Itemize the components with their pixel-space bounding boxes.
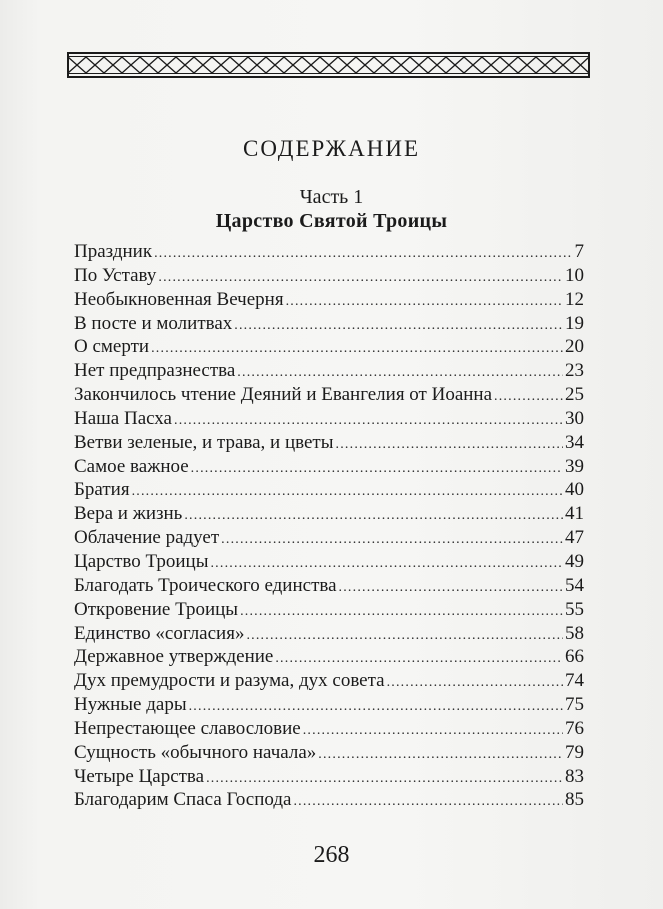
toc-entry-page: 47 [565, 527, 584, 549]
toc-entry-title: Вера и жизнь [74, 503, 183, 525]
toc-dot-leader [318, 743, 563, 767]
toc-dot-leader [151, 337, 563, 361]
toc-dot-leader [210, 552, 563, 576]
toc-entry-page: 83 [565, 765, 584, 787]
toc-entry [74, 526, 584, 550]
toc-entry-page: 10 [565, 264, 584, 286]
toc-dot-leader [132, 480, 563, 504]
page-number: 268 [313, 842, 350, 868]
part-number: Часть 1 [299, 186, 364, 208]
toc-entry [74, 669, 584, 693]
toc-dot-leader [174, 409, 563, 433]
toc-entry-title: Необыкновенная Вечерня [74, 288, 284, 310]
toc-dot-leader [286, 290, 563, 314]
toc-entry [74, 693, 584, 717]
toc-entry-title: Дух премудрости и разума, дух совета [74, 670, 385, 692]
toc-dot-leader [494, 385, 563, 409]
toc-entry-page: 54 [565, 574, 584, 596]
toc-entry [74, 240, 584, 264]
toc-entry [74, 288, 584, 312]
contents-heading: СОДЕРЖАНИЕ [242, 136, 420, 161]
toc-dot-leader [189, 695, 563, 719]
toc-entry [74, 335, 584, 359]
toc-dot-leader [293, 790, 563, 814]
toc-entry [74, 455, 584, 479]
toc-entry [74, 431, 584, 455]
toc-entry-page: 40 [565, 479, 584, 501]
toc-entry-title: О смерти [74, 336, 150, 358]
toc-entry-page: 12 [565, 288, 584, 310]
toc-entry [74, 478, 584, 502]
toc-entry [74, 264, 584, 288]
toc-entry [74, 622, 584, 646]
toc-entry-title: Облачение радует [74, 527, 220, 549]
toc-entry-page: 23 [565, 360, 584, 382]
toc-entry [74, 550, 584, 574]
toc-entry-title: По Уставу [74, 264, 157, 286]
toc-dot-leader [158, 266, 563, 290]
toc-entry-page: 30 [565, 407, 584, 429]
toc-dot-leader [303, 719, 563, 743]
toc-entry-title: Четыре Царства [74, 765, 205, 787]
toc-entry-page: 41 [565, 503, 584, 525]
toc-entry-title: Ветви зеленые, и трава, и цветы [74, 431, 334, 453]
toc-entry [74, 765, 584, 789]
toc-entry-title: Откровение Троицы [74, 598, 239, 620]
toc-entry-page: 34 [565, 431, 584, 453]
toc-entry-title: Закончилось чтение Деяний и Евангелия от Иоанна [74, 384, 493, 406]
toc-entry-title: Братия [74, 479, 130, 501]
toc-entry [74, 312, 584, 336]
toc-entry [74, 383, 584, 407]
part-title: Царство Святой Троицы [215, 210, 448, 232]
toc-entry-title: Нет предпразнества [74, 360, 236, 382]
toc-entry-page: 74 [565, 670, 584, 692]
toc-dot-leader [246, 624, 563, 648]
toc-entry-title: Сущность «обычного начала» [74, 741, 317, 763]
toc-entry-title: Благодать Троического единства [74, 574, 337, 596]
toc-entry-title: Самое важное [74, 455, 189, 477]
toc-dot-leader [184, 504, 563, 528]
toc-dot-leader [237, 361, 563, 385]
toc-entry-page: 49 [565, 550, 584, 572]
toc-entry-page: 76 [565, 717, 584, 739]
toc-entry-page: 66 [565, 646, 584, 668]
toc-entry-page: 58 [565, 622, 584, 644]
toc-entry-page: 85 [565, 789, 584, 811]
toc-entry-page: 75 [565, 694, 584, 716]
toc-entry-page: 39 [565, 455, 584, 477]
toc-dot-leader [221, 528, 563, 552]
toc-dot-leader [387, 671, 563, 695]
toc-entry-title: Царство Троицы [74, 550, 209, 572]
toc-entry [74, 574, 584, 598]
toc-dot-leader [339, 576, 563, 600]
toc-entry [74, 598, 584, 622]
toc-entry [74, 717, 584, 741]
toc-dot-leader [234, 314, 563, 338]
toc-entry-title: Державное утверждение [74, 646, 274, 668]
toc-entry [74, 788, 584, 812]
toc-entry-page: 25 [565, 384, 584, 406]
toc-entry [74, 502, 584, 526]
toc-dot-leader [206, 767, 563, 791]
toc-entry [74, 645, 584, 669]
toc-dot-leader [154, 242, 572, 266]
toc-entry-title: Наша Пасха [74, 407, 172, 429]
toc-entry-page: 19 [565, 312, 584, 334]
toc-entry-title: В посте и молитвах [74, 312, 233, 334]
toc-entry-page: 20 [565, 336, 584, 358]
toc-dot-leader [336, 433, 563, 457]
toc-entry-page: 55 [565, 598, 584, 620]
decorative-header-ornament [67, 52, 590, 78]
toc-entry-page: 7 [574, 241, 584, 262]
toc-entry-title: Единство «согласия» [74, 622, 245, 644]
toc-entry-title: Благодарим Спаса Господа [74, 789, 292, 811]
toc-dot-leader [191, 457, 563, 481]
toc-dot-leader [240, 600, 563, 624]
toc-entry [74, 359, 584, 383]
toc-entry-title: Праздник [74, 241, 153, 262]
toc-entry-page: 79 [565, 741, 584, 763]
toc-dot-leader [275, 647, 563, 671]
toc-entry [74, 407, 584, 431]
toc-entry-title: Непрестающее славословие [74, 717, 301, 739]
toc-entry-title: Нужные дары [74, 694, 187, 716]
toc-entry [74, 741, 584, 765]
table-of-contents-list [74, 240, 584, 812]
